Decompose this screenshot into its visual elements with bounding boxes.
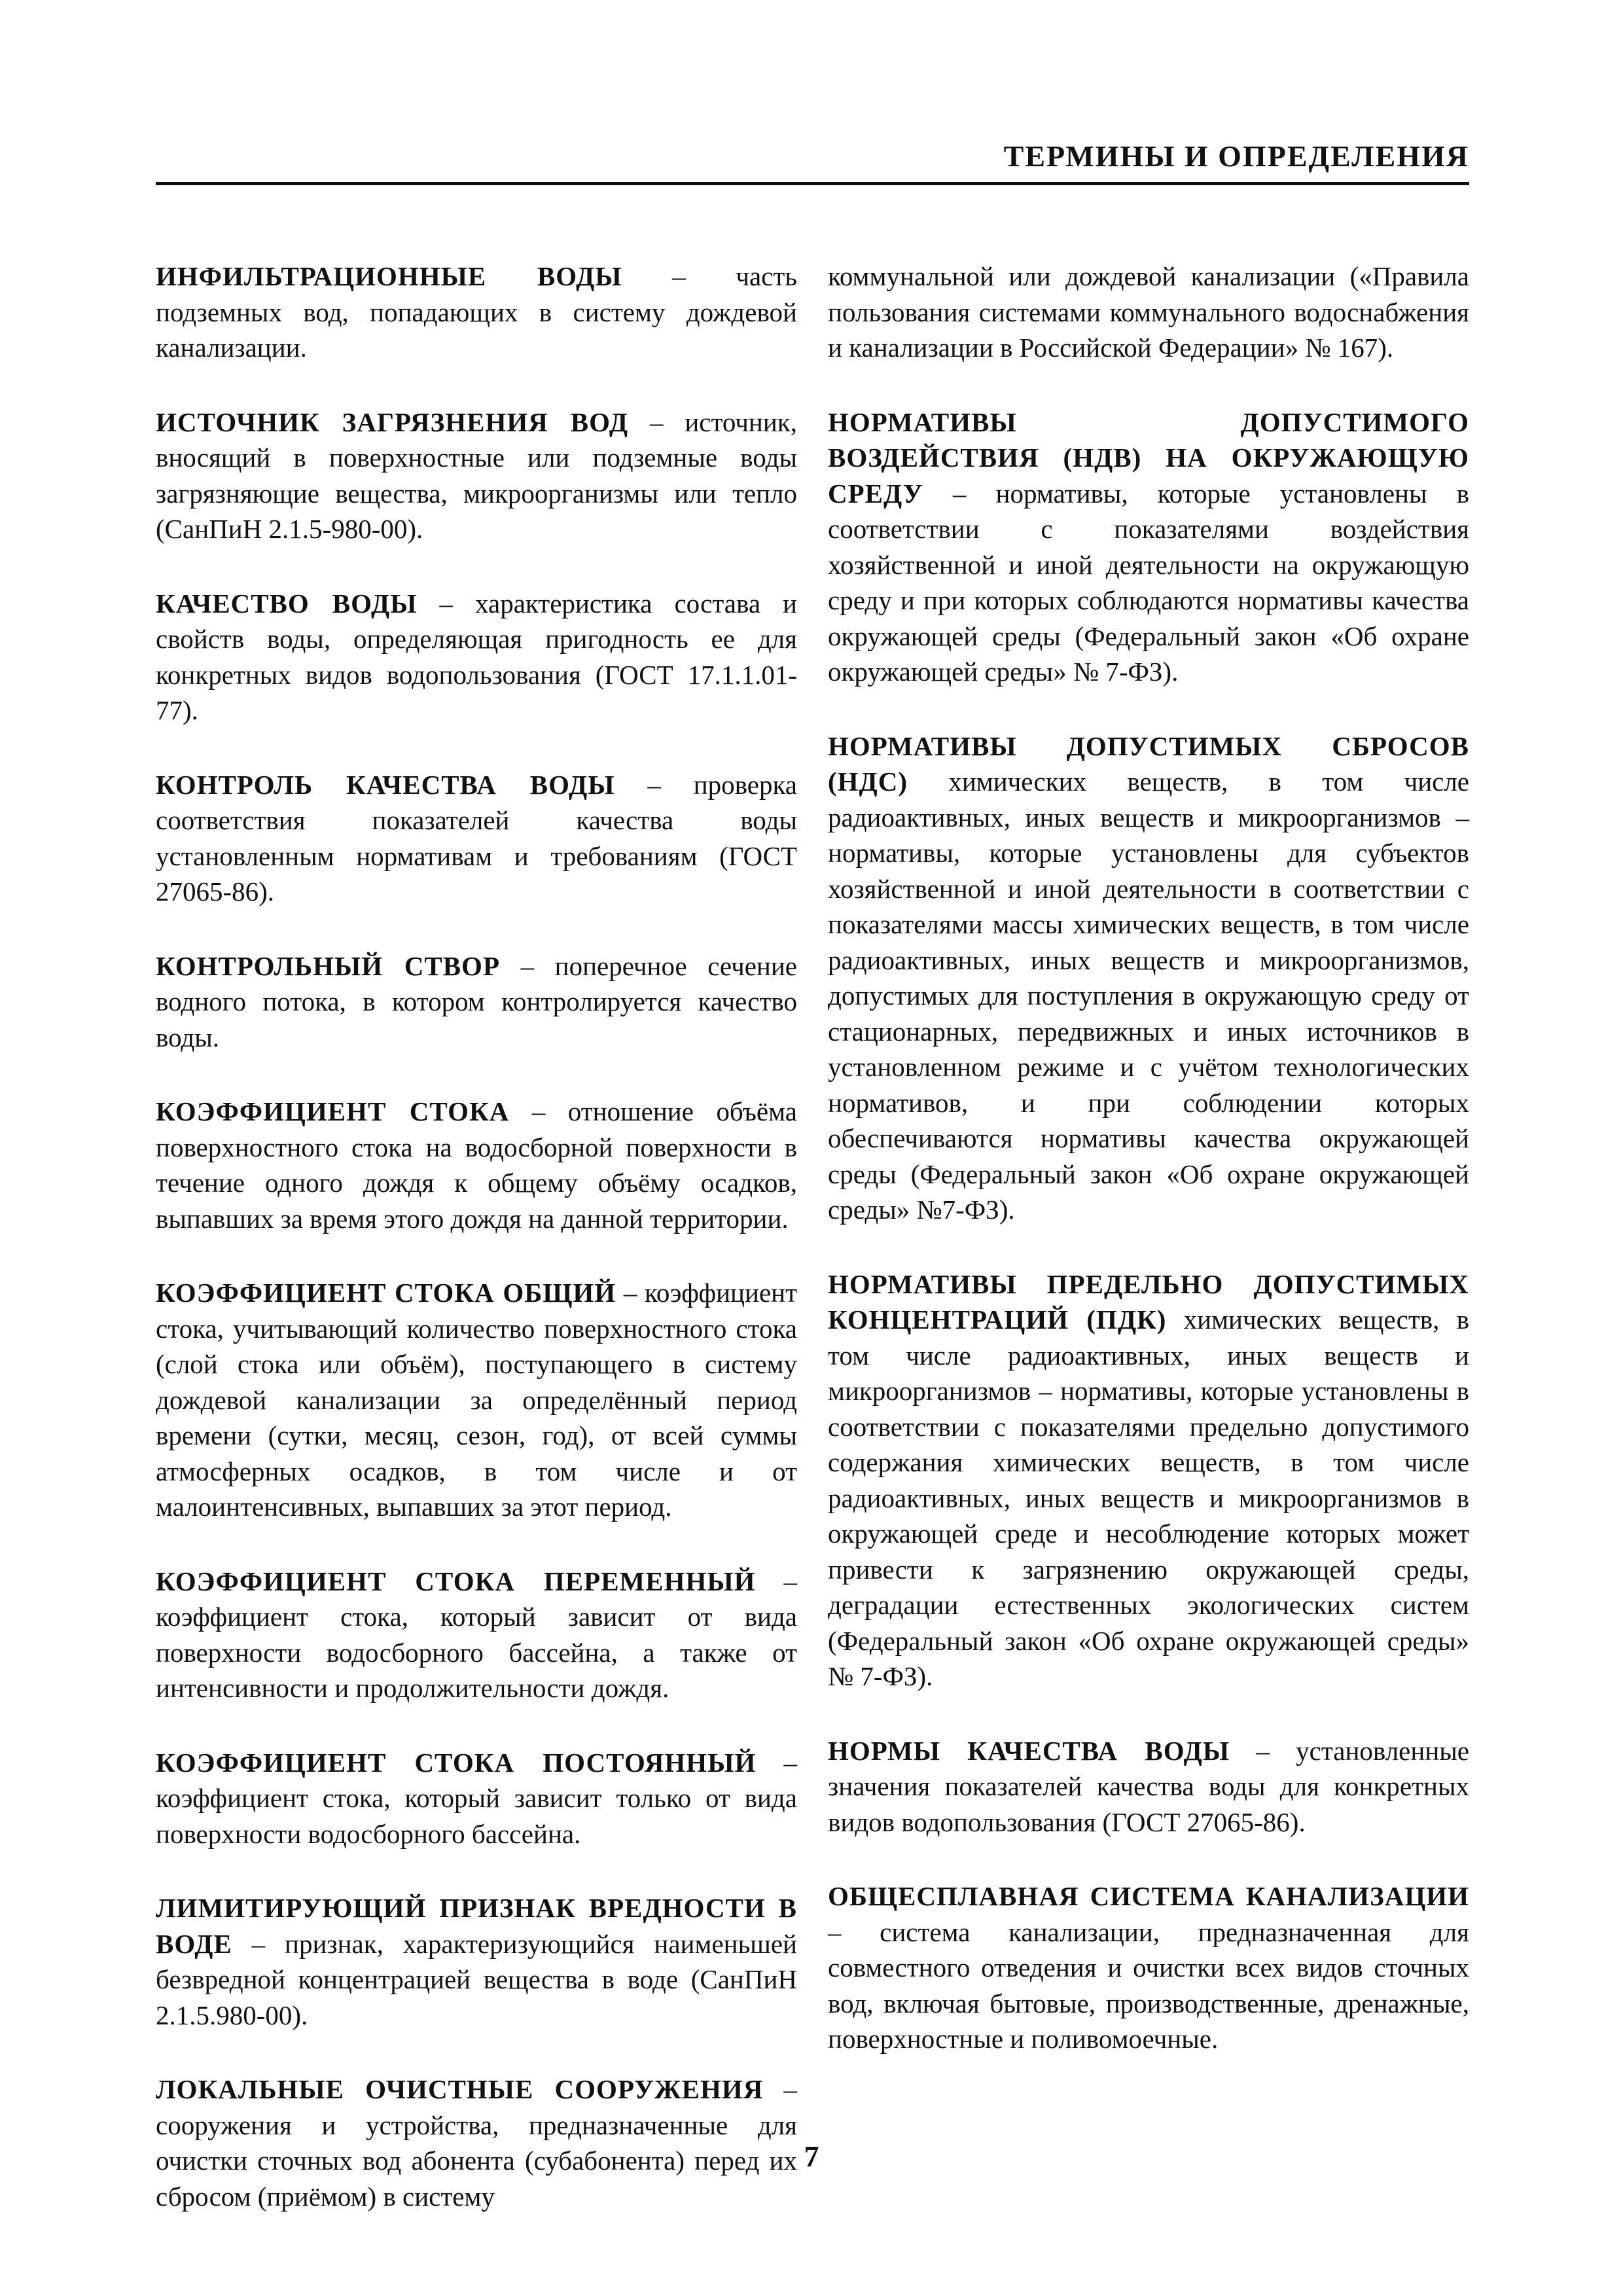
right-column xyxy=(828,259,1469,2096)
glossary-entry xyxy=(156,404,797,547)
entry-term: КОНТРОЛЬ КАЧЕСТВА ВОДЫ xyxy=(156,769,615,800)
entry-term: ЛОКАЛЬНЫЕ ОЧИСТНЫЕ СООРУЖЕНИЯ xyxy=(156,2074,764,2104)
entry-definition: – система канализации, предназначенная для совместного отведения и очистки всех видов сточных вод, включая бытовые, производственные, дренажные, поверхностные и поливомоечные. xyxy=(828,1916,1469,2054)
entry-term: НОРМЫ КАЧЕСТВА ВОДЫ xyxy=(828,1735,1230,1766)
entry-definition: – проверка соответствия показателей качества воды установленным нормативам и требованиям (ГОСТ 27065-86). xyxy=(156,769,797,906)
entry-term: КОЭФФИЦИЕНТ СТОКА ОБЩИЙ xyxy=(156,1278,616,1308)
entry-definition: – поперечное сечение водного потока, в котором контролируется качество воды. xyxy=(156,950,797,1052)
entry-definition: – часть подземных вод, попадающих в систему дождевой канализации. xyxy=(156,261,797,363)
entry-term: НОРМАТИВЫ ДОПУСТИМЫХ СБРОСОВ (НДС) xyxy=(828,730,1469,797)
entry-definition: – сооружения и устройства, предназначенные для очистки сточных вод абонента (субабонента) перед их сбросом (приёмом) в систему xyxy=(156,2074,797,2212)
entry-term: НОРМАТИВЫ ПРЕДЕЛЬНО ДОПУСТИМЫХ КОНЦЕНТРАЦИЙ (ПДК) xyxy=(828,1268,1469,1335)
entry-definition: – коэффициент стока, учитывающий количество поверхностного стока (слой стока или объём), поступающего в систему дождевой канализации за определённый период времени (сутки, месяц, сезон, год), от всей суммы атмосферных осадков, в том числе и от малоинтенсивных, выпавших за этот период. xyxy=(156,1278,797,1522)
entry-term: КОЭФФИЦИЕНТ СТОКА xyxy=(156,1096,510,1126)
entry-definition: химических веществ, в том числе радиоактивных, иных веществ и микроорганизмов – нормативы, которые установлены для субъектов хозяйственной и иной деятельности в соответствии с показателями массы химических веществ, в том числе радиоактивных, иных веществ и микроорганизмов, допустимых для поступления в окружающую среду от стационарных, передвижных и иных источников в установленном режиме и с учётом технологических нормативов, и при соблюдении которых обеспечиваются нормативы качества окружающей среды (Федеральный закон «Об охране окружающей среды» №7-ФЗ). xyxy=(828,766,1469,1225)
left-column xyxy=(156,259,797,2253)
entry-definition: – установленные значения показателей качества воды для конкретных видов водопользования (ГОСТ 27065-86). xyxy=(828,1735,1469,1837)
running-header-title: ТЕРМИНЫ И ОПРЕДЕЛЕНИЯ xyxy=(1003,139,1469,173)
header-divider xyxy=(156,182,1469,185)
glossary-entry xyxy=(828,728,1469,1228)
entry-definition: коммунальной или дождевой канализации («Правила пользования системами коммунального водоснабжения и канализации в Российской Федерации» № 167). xyxy=(828,261,1469,363)
entry-term: ИНФИЛЬТРАЦИОННЫЕ ВОДЫ xyxy=(156,261,622,291)
entry-definition: – отношение объёма поверхностного стока на водосборной поверхности в течение одного дождя к общему объёму осадков, выпавших за время этого дождя на данной территории. xyxy=(156,1096,797,1234)
entry-definition: – признак, характеризующийся наименьшей безвредной концентрацией вещества в воде (СанПиН 2.1.5.980-00). xyxy=(156,1928,797,2030)
entry-definition: – коэффициент стока, который зависит только от вида поверхности водосборного бассейна. xyxy=(156,1747,797,1849)
glossary-entry xyxy=(156,259,797,366)
glossary-entry xyxy=(156,948,797,1056)
glossary-entry xyxy=(828,1266,1469,1695)
glossary-entry xyxy=(156,767,797,910)
glossary-entry xyxy=(156,1890,797,2033)
glossary-entry xyxy=(828,404,1469,690)
glossary-entry xyxy=(828,1878,1469,2057)
entry-term: ОБЩЕСПЛАВНАЯ СИСТЕМА КАНАЛИЗАЦИИ xyxy=(828,1881,1469,1911)
entry-definition: химических веществ, в том числе радиоактивных, иных веществ и микроорганизмов – нормативы, которые установлены в соответствии с показателями предельно допустимого содержания химических веществ, в том числе радиоактивных, иных веществ и микроорганизмов в окружающей среде и несоблюдение которых может привести к загрязнению окружающей среды, деградации естественных экологических систем (Федеральный закон «Об охране окружающей среды» № 7-ФЗ). xyxy=(828,1304,1469,1691)
glossary-entry xyxy=(156,1564,797,1706)
glossary-entry xyxy=(156,1275,797,1525)
glossary-entry-continuation xyxy=(828,259,1469,366)
page-number: 7 xyxy=(804,2140,819,2173)
entry-definition: – коэффициент стока, который зависит от вида поверхности водосборного бассейна, а также от интенсивности и продолжительности дождя. xyxy=(156,1566,797,1703)
entry-term: КАЧЕСТВО ВОДЫ xyxy=(156,588,418,619)
glossary-entry xyxy=(156,586,797,728)
entry-definition: – источник, вносящий в поверхностные или подземные воды загрязняющие вещества, микроорганизмы или тепло (СанПиН 2.1.5-980-00). xyxy=(156,406,797,544)
entry-term: ИСТОЧНИК ЗАГРЯЗНЕНИЯ ВОД xyxy=(156,406,629,437)
entry-term: КОЭФФИЦИЕНТ СТОКА ПЕРЕМЕННЫЙ xyxy=(156,1566,756,1596)
glossary-entry xyxy=(156,1745,797,1852)
entry-definition: – характеристика состава и свойств воды, определяющая пригодность ее для конкретных видов водопользования (ГОСТ 17.1.1.01-77). xyxy=(156,588,798,725)
entry-term: КОНТРОЛЬНЫЙ СТВОР xyxy=(156,950,500,981)
entry-term: НОРМАТИВЫ ДОПУСТИМОГО ВОЗДЕЙСТВИЯ (НДВ) НА ОКРУЖАЮЩУЮ СРЕДУ xyxy=(828,406,1469,509)
glossary-entry xyxy=(156,1094,797,1236)
glossary-entry xyxy=(828,1733,1469,1840)
entry-definition: – нормативы, которые установлены в соответствии с показателями воздействия хозяйственной и иной деятельности на окружающую среду и при которых соблюдаются нормативы качества окружающей среды (Федеральный закон «Об охране окружающей среды» № 7-ФЗ). xyxy=(828,478,1469,687)
entry-term: КОЭФФИЦИЕНТ СТОКА ПОСТОЯННЫЙ xyxy=(156,1747,757,1778)
entry-term: ЛИМИТИРУЮЩИЙ ПРИЗНАК ВРЕДНОСТИ В ВОДЕ xyxy=(156,1893,797,1959)
